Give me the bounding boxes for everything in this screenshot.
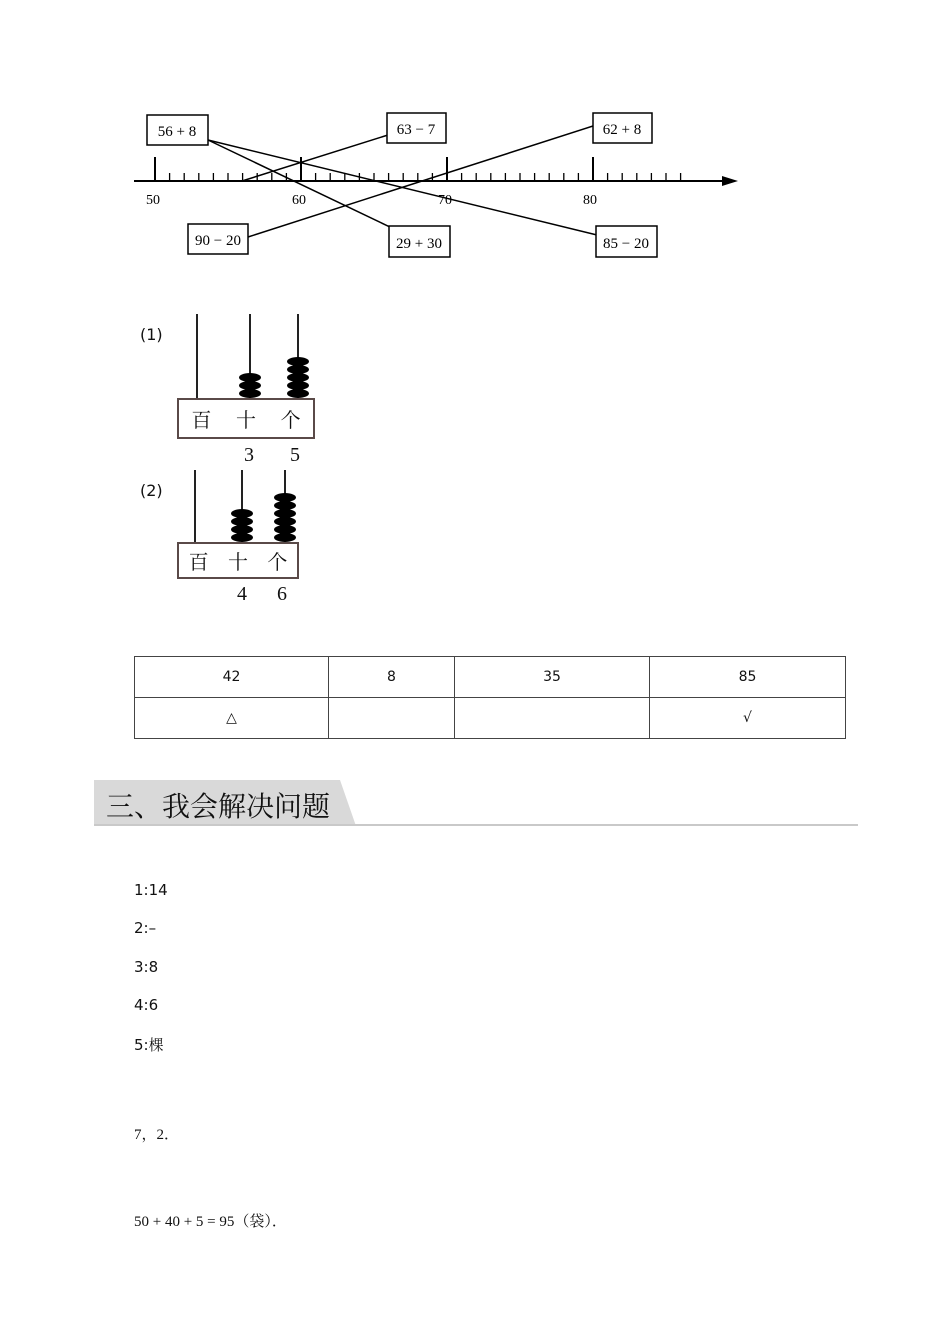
- abacus-bead: [274, 525, 296, 534]
- expr-box-56-plus-8: 56 + 8: [157, 124, 197, 140]
- abacus-bead: [287, 357, 309, 366]
- abacus-2-label: (2): [140, 481, 163, 500]
- expr-box-85-minus-20: 85 − 20: [603, 236, 649, 252]
- table-row: [135, 698, 846, 739]
- table-cell: 35: [455, 657, 650, 698]
- table-cell: [455, 698, 650, 739]
- table-cell: 8: [329, 657, 455, 698]
- tick-label-60: 60: [292, 193, 306, 208]
- column-hundreds: 百: [191, 408, 212, 432]
- abacus-bead: [231, 525, 253, 534]
- table-cell: 85: [650, 657, 846, 698]
- abacus-bead: [287, 389, 309, 398]
- expr-box-29-plus-30: 29 + 30: [396, 236, 442, 252]
- answer-1: 1:14: [134, 881, 168, 899]
- column-tens: 十: [227, 550, 248, 574]
- expr-box-62-plus-8: 62 + 8: [602, 122, 642, 138]
- abacus-bead: [231, 509, 253, 518]
- abacus-bead: [239, 389, 261, 398]
- abacus-rod-hundreds: [196, 314, 198, 400]
- abacus-bead: [239, 381, 261, 390]
- abacus-bead: [274, 501, 296, 510]
- abacus-rod-hundreds: [194, 470, 196, 544]
- table-cell: △: [135, 698, 329, 739]
- table-row: [135, 657, 846, 698]
- abacus-bead: [287, 381, 309, 390]
- number-line-arrowhead: [722, 176, 738, 186]
- tick-label-80: 80: [583, 193, 597, 208]
- abacus-2-tens-digit: 4: [237, 583, 247, 605]
- number-line-diagram: [0, 0, 950, 280]
- expr-box-63-minus-7: 63 − 7: [396, 122, 436, 138]
- abacus-1-ones-digit: 5: [290, 444, 300, 466]
- column-ones: 个: [280, 408, 301, 432]
- tick-label-50: 50: [146, 193, 160, 208]
- abacus-bead: [231, 533, 253, 542]
- table-cell: 42: [135, 657, 329, 698]
- column-hundreds: 百: [188, 550, 209, 574]
- answer-4: 4:6: [134, 996, 159, 1014]
- abacus-2-frame: [177, 542, 299, 579]
- abacus-bead: [231, 517, 253, 526]
- table-cell: √: [650, 698, 846, 739]
- abacus-bead: [274, 509, 296, 518]
- section-title: 三、我会解决问题: [106, 790, 331, 823]
- abacus-1-tens-digit: 3: [244, 444, 254, 466]
- abacus-2-ones-digit: 6: [277, 583, 287, 605]
- abacus-1-label: (1): [140, 325, 163, 344]
- column-ones: 个: [267, 550, 288, 574]
- abacus-bead: [274, 533, 296, 542]
- abacus-1-frame: [177, 398, 315, 439]
- abacus-bead: [274, 493, 296, 502]
- answer-table: [134, 656, 846, 739]
- abacus-bead: [287, 373, 309, 382]
- abacus-bead: [274, 517, 296, 526]
- connector-line: [208, 140, 392, 228]
- number-line-ticks: [155, 157, 681, 181]
- tick-label-70: 70: [438, 193, 452, 208]
- answer-2: 2:–: [134, 919, 157, 937]
- abacus-bead: [239, 373, 261, 382]
- abacus-bead: [287, 365, 309, 374]
- expr-box-90-minus-20: 90 − 20: [195, 233, 241, 249]
- answer-7: 50 + 40 + 5 = 95（袋）．: [134, 1214, 287, 1230]
- section-header: [94, 780, 858, 828]
- answer-6: 7，2．: [134, 1127, 180, 1143]
- column-tens: 十: [235, 408, 256, 432]
- table-cell: [329, 698, 455, 739]
- answer-5: 5:棵: [134, 1036, 164, 1054]
- answer-3: 3:8: [134, 958, 159, 976]
